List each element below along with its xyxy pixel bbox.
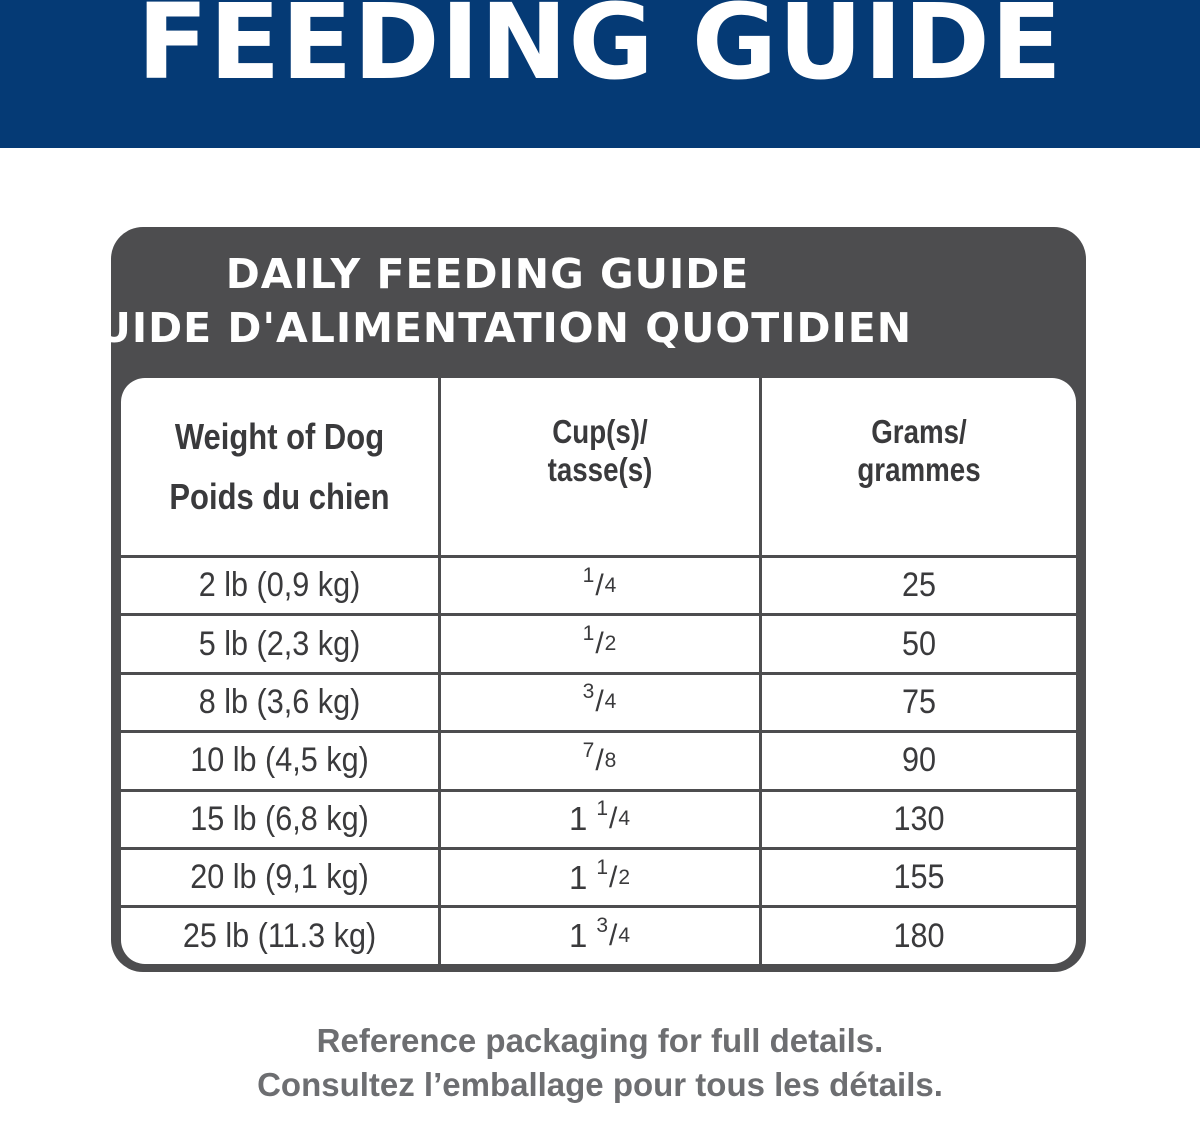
cups-whole: 1 <box>568 858 589 896</box>
header-cups-en: Cup(s)/ <box>552 412 648 450</box>
fraction-slash: / <box>595 568 605 602</box>
cups-denominator: 8 <box>604 748 618 772</box>
card-title-french: GUIDE D'ALIMENTATION QUOTIDIEN <box>62 304 913 352</box>
cups-denominator: 2 <box>618 865 632 889</box>
cell-weight: 10 lb (4,5 kg) <box>190 741 369 780</box>
cell-grams: 50 <box>901 624 937 663</box>
cell-cups <box>441 616 759 671</box>
cups-denominator: 2 <box>604 632 618 656</box>
cell-grams: 90 <box>901 741 937 780</box>
cups-whole: 1 <box>568 800 589 838</box>
fraction-slash: / <box>595 627 605 661</box>
cell-cups <box>441 675 759 730</box>
fraction-slash: / <box>609 802 619 836</box>
header-grams-fr: grammes <box>857 450 981 488</box>
cups-numerator: 1 <box>582 563 596 587</box>
cell-weight: 20 lb (9,1 kg) <box>190 858 369 897</box>
fraction-slash: / <box>609 919 619 953</box>
cell-grams: 155 <box>893 858 945 897</box>
cell-cups <box>441 792 759 847</box>
fraction-slash: / <box>609 860 619 894</box>
feeding-table <box>121 378 1076 964</box>
cell-weight: 8 lb (3,6 kg) <box>198 682 361 721</box>
header-weight-fr: Poids du chien <box>169 475 390 517</box>
cups-numerator: 3 <box>582 680 596 704</box>
cell-weight: 5 lb (2,3 kg) <box>198 624 361 663</box>
cell-weight: 2 lb (0,9 kg) <box>198 566 361 605</box>
cell-cups <box>441 733 759 788</box>
cell-grams: 25 <box>901 566 937 605</box>
header-cups <box>466 378 733 555</box>
fraction-slash: / <box>595 743 605 777</box>
cell-weight: 25 lb (11.3 kg) <box>182 916 377 955</box>
cell-cups <box>441 850 759 905</box>
header-cups-fr: tasse(s) <box>547 450 653 488</box>
banner <box>0 0 1200 148</box>
cell-cups <box>441 558 759 613</box>
cell-weight: 15 lb (6,8 kg) <box>190 799 369 838</box>
header-weight <box>143 378 416 555</box>
header-grams-en: Grams/ <box>871 412 967 450</box>
cell-cups <box>441 908 759 963</box>
cell-grams: 75 <box>901 682 937 721</box>
cell-grams: 130 <box>893 799 945 838</box>
cups-numerator: 3 <box>596 914 609 938</box>
cups-denominator: 4 <box>618 924 632 948</box>
card-title-english: DAILY FEEDING GUIDE <box>225 250 750 298</box>
cups-denominator: 4 <box>604 573 618 597</box>
footer-note-french: Consultez l’emballage pour tous les détails. <box>257 1066 943 1103</box>
banner-title: FEEDING GUIDE <box>137 0 1063 103</box>
cups-whole: 1 <box>568 917 589 955</box>
cups-numerator: 1 <box>582 622 596 646</box>
cups-numerator: 1 <box>596 797 609 821</box>
cups-denominator: 4 <box>604 690 618 714</box>
footer-note-english: Reference packaging for full details. <box>316 1022 884 1059</box>
header-weight-en: Weight of Dog <box>174 415 385 457</box>
fraction-slash: / <box>595 685 605 719</box>
cell-grams: 180 <box>893 916 945 955</box>
cups-numerator: 7 <box>582 738 596 762</box>
header-grams <box>787 378 1051 555</box>
cups-numerator: 1 <box>596 855 609 879</box>
cups-denominator: 4 <box>618 807 632 831</box>
